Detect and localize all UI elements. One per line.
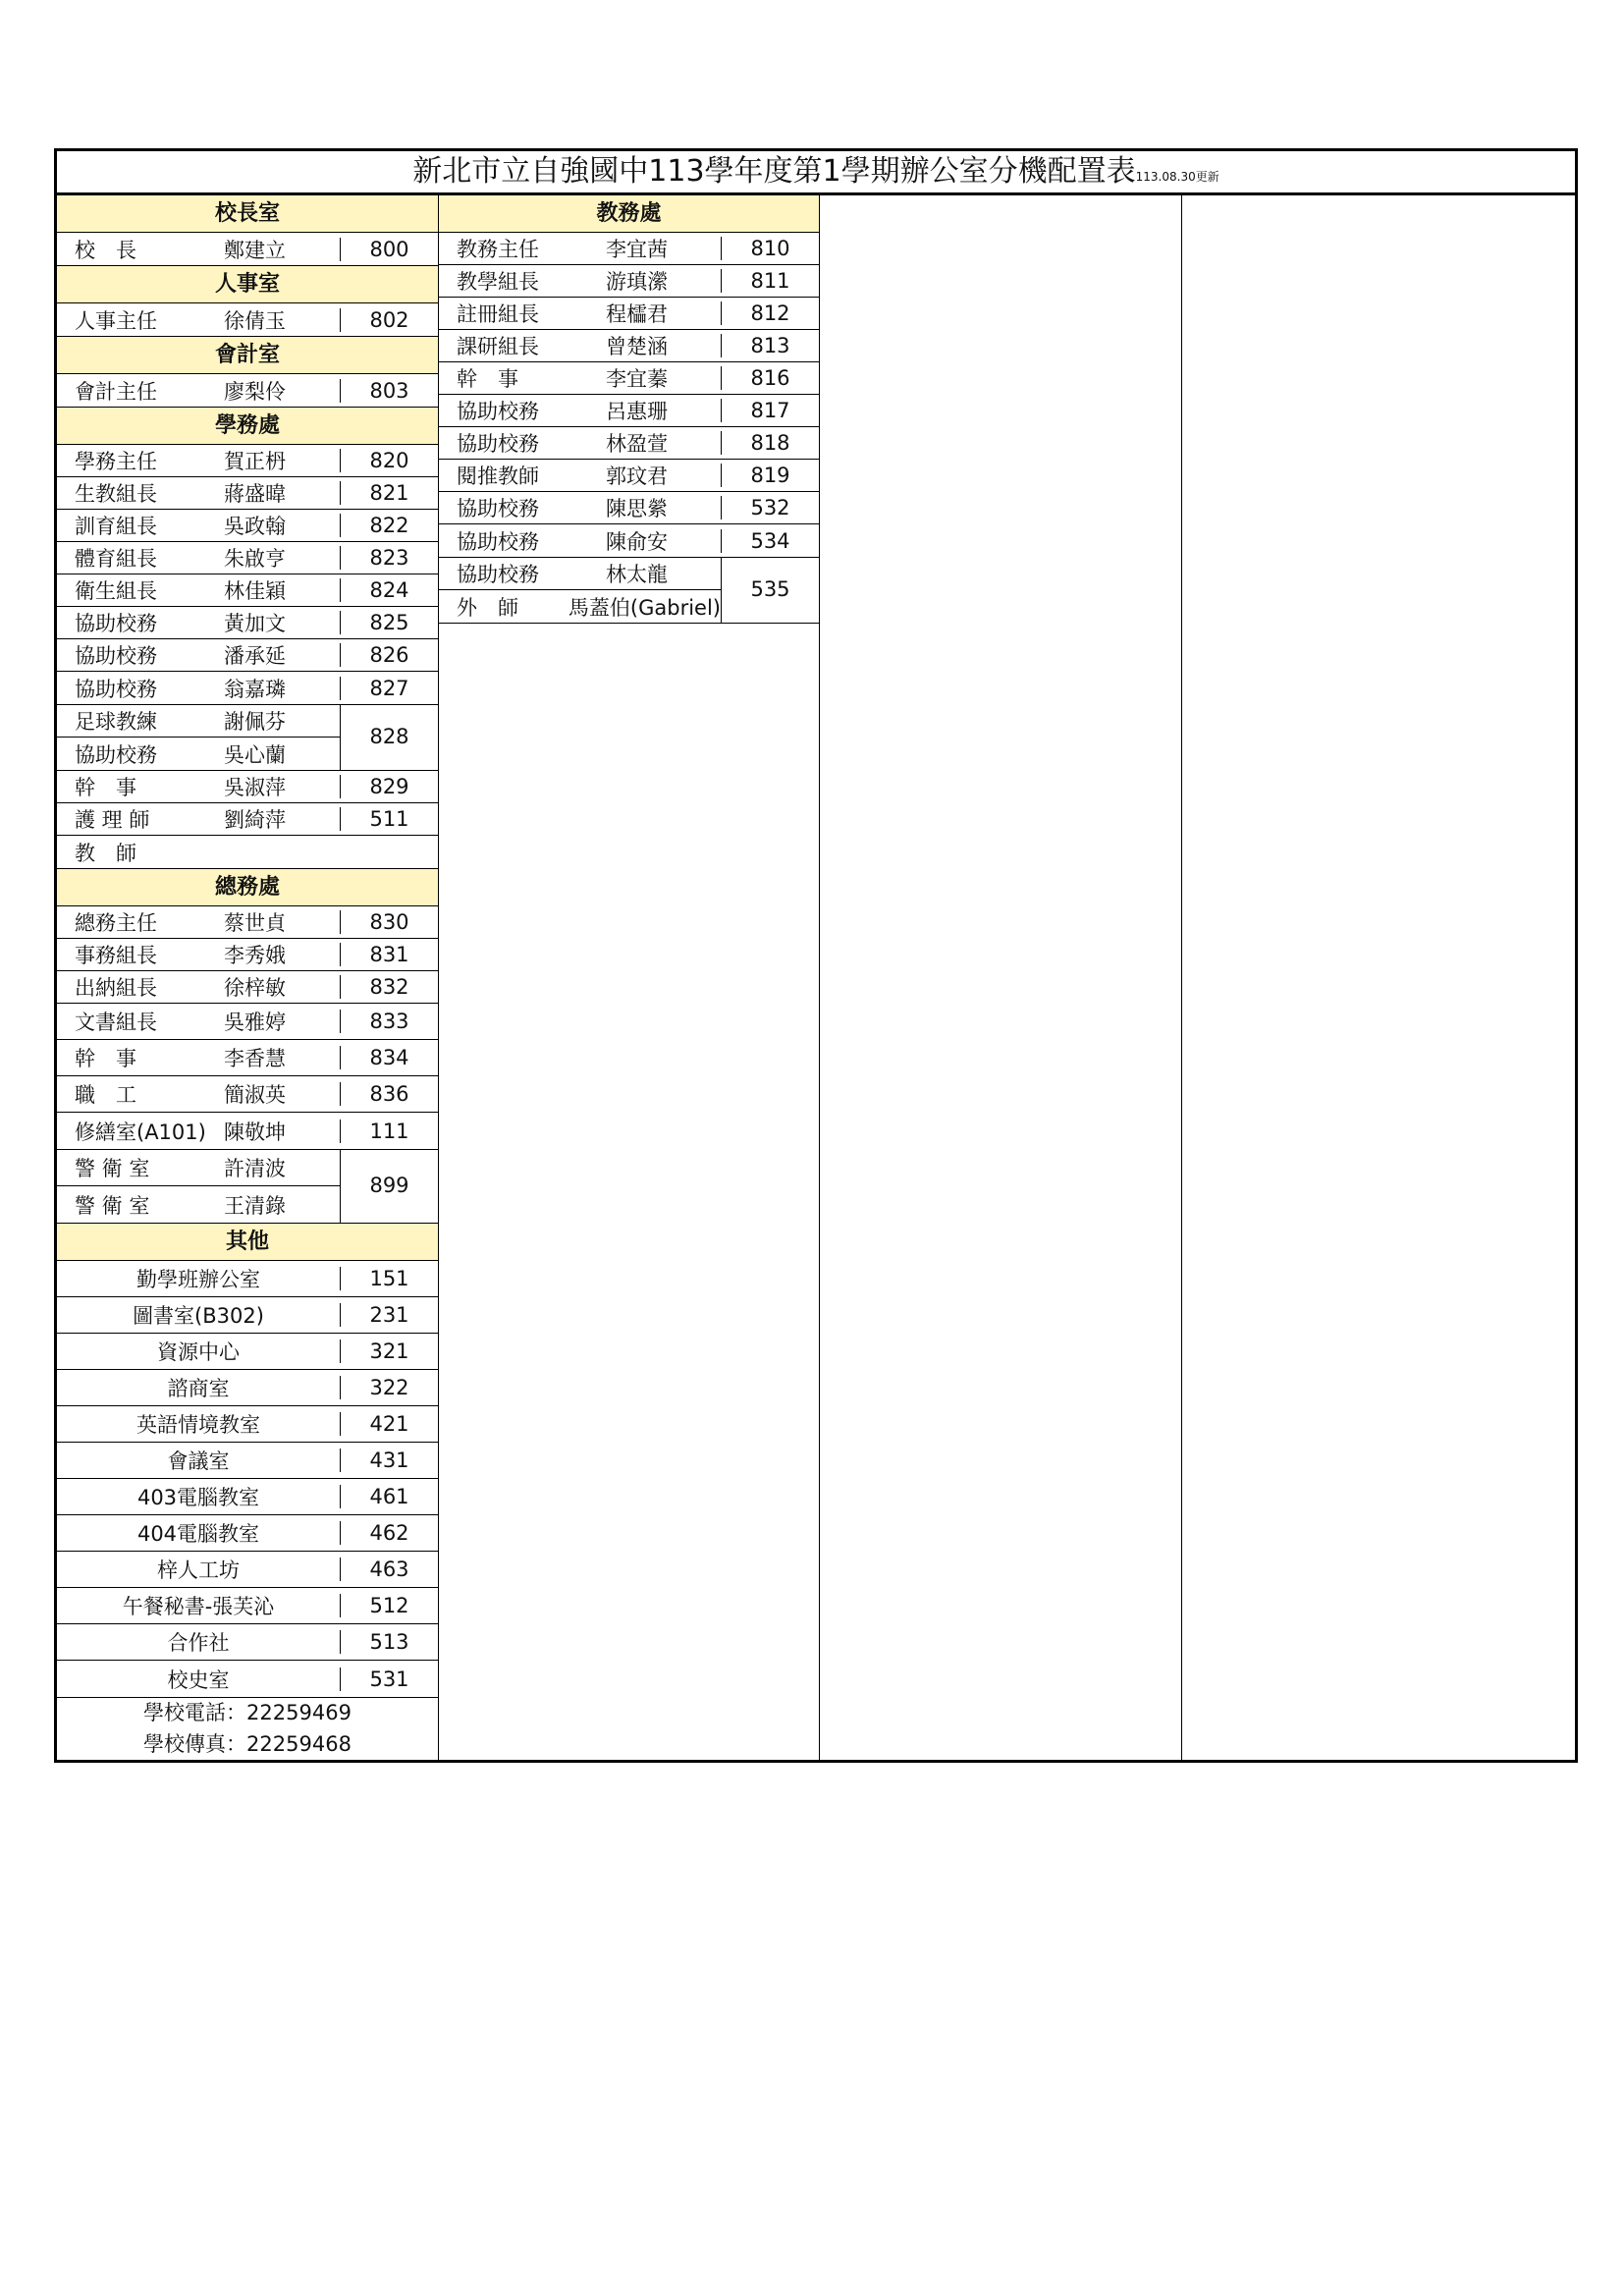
table-row xyxy=(57,939,438,971)
person-name: 李香慧 xyxy=(224,1047,286,1070)
table-row xyxy=(57,705,340,738)
extension-number: 431 xyxy=(340,1449,438,1472)
section-body xyxy=(57,233,438,266)
job-title: 課研組長 xyxy=(457,335,539,358)
job-title: 教務主任 xyxy=(457,238,539,261)
person-name: 潘承延 xyxy=(224,644,286,668)
job-title: 協助校務 xyxy=(457,432,539,456)
person-name: 許清波 xyxy=(224,1157,286,1180)
extension-number: 832 xyxy=(340,975,438,999)
row-group xyxy=(57,445,438,704)
extension-number: 823 xyxy=(340,546,438,570)
extension-number: 818 xyxy=(721,431,819,455)
row-group xyxy=(57,906,438,1149)
person-name: 程櫺君 xyxy=(606,302,668,326)
extension-number: 834 xyxy=(340,1046,438,1069)
table-row xyxy=(57,1150,340,1186)
section-header: 其他 xyxy=(57,1224,438,1261)
person-name: 徐倩玉 xyxy=(224,308,286,333)
room-name: 圖書室(B302) xyxy=(133,1304,264,1328)
job-title: 訓育組長 xyxy=(75,515,157,538)
table-row xyxy=(57,1297,438,1334)
section-body xyxy=(57,1261,438,1698)
section-header: 會計室 xyxy=(57,337,438,374)
row-group xyxy=(57,303,438,336)
extension-grid xyxy=(54,192,1578,1763)
extension-number: 322 xyxy=(340,1376,438,1399)
job-title: 協助校務 xyxy=(457,400,539,423)
extension-number: 231 xyxy=(340,1303,438,1327)
table-row xyxy=(57,1261,438,1297)
section-body xyxy=(57,445,438,705)
table-row xyxy=(57,1515,438,1552)
room-name: 合作社 xyxy=(167,1631,230,1655)
school-contact xyxy=(57,1698,438,1760)
person-name: 蔡世貞 xyxy=(224,911,286,935)
table-row xyxy=(57,510,438,542)
table-row xyxy=(57,607,438,639)
row-group xyxy=(439,558,721,623)
person-name: 游瑱瀠 xyxy=(606,270,668,294)
extension-number: 511 xyxy=(340,807,438,831)
extension-number: 321 xyxy=(340,1339,438,1363)
person-name: 簡淑英 xyxy=(224,1083,286,1107)
section-body xyxy=(57,1150,438,1224)
row-group xyxy=(57,1150,340,1223)
person-name: 陳思縈 xyxy=(606,497,668,520)
shared-extension: 828 xyxy=(340,705,438,770)
job-title: 協助校務 xyxy=(75,612,157,635)
job-title: 校 長 xyxy=(75,238,136,262)
job-title: 幹 事 xyxy=(75,1047,136,1070)
table-row xyxy=(439,330,819,362)
shared-extension: 535 xyxy=(721,558,819,623)
extension-number: 833 xyxy=(340,1010,438,1033)
person-name: 吳雅婷 xyxy=(224,1011,286,1034)
job-title: 衛生組長 xyxy=(75,579,157,603)
extension-number: 803 xyxy=(340,379,438,403)
row-group xyxy=(57,233,438,265)
extension-number: 831 xyxy=(340,943,438,966)
job-title: 閱推教師 xyxy=(457,465,539,488)
job-title: 修繕室(A101) xyxy=(75,1120,206,1144)
section-header: 學務處 xyxy=(57,408,438,445)
section-header: 教務處 xyxy=(439,195,819,233)
extension-number: 462 xyxy=(340,1521,438,1545)
extension-number: 461 xyxy=(340,1485,438,1508)
job-title: 協助校務 xyxy=(457,563,539,586)
table-row xyxy=(57,1406,438,1443)
job-title: 幹 事 xyxy=(75,776,136,799)
contact-lines xyxy=(57,1698,438,1760)
table-row xyxy=(57,445,438,477)
title-text: 新北市立自強國中113學年度第1學期辦公室分機配置表 xyxy=(412,154,1136,189)
person-name: 王清錄 xyxy=(224,1193,286,1218)
job-title: 協助校務 xyxy=(75,677,157,701)
room-name: 404電腦教室 xyxy=(136,1522,260,1546)
table-row xyxy=(439,395,819,427)
extension-number: 800 xyxy=(340,238,438,261)
room-name: 午餐秘書-張芙沁 xyxy=(122,1595,275,1618)
room-name: 梓人工坊 xyxy=(157,1558,240,1582)
row-group xyxy=(57,374,438,407)
job-title: 職 工 xyxy=(75,1083,136,1107)
table-row xyxy=(57,542,438,574)
table-row xyxy=(57,1624,438,1661)
table-row xyxy=(57,906,438,939)
table-row xyxy=(57,477,438,510)
extension-number: 513 xyxy=(340,1630,438,1654)
table-row xyxy=(439,233,819,265)
job-title: 總務主任 xyxy=(75,911,157,935)
table-row xyxy=(57,1186,340,1223)
job-title: 足球教練 xyxy=(75,710,157,734)
table-row xyxy=(57,374,438,407)
extension-number: 830 xyxy=(340,910,438,934)
table-row xyxy=(439,298,819,330)
extension-number: 463 xyxy=(340,1558,438,1581)
table-row xyxy=(57,1552,438,1588)
table-row xyxy=(439,362,819,395)
extension-number: 824 xyxy=(340,578,438,602)
table-row xyxy=(57,1443,438,1479)
job-title: 事務組長 xyxy=(75,944,157,967)
job-title: 文書組長 xyxy=(75,1011,157,1034)
row-group xyxy=(57,1261,438,1697)
extension-number: 532 xyxy=(721,496,819,519)
shared-extension: 899 xyxy=(340,1150,438,1223)
extension-number: 817 xyxy=(721,399,819,422)
extension-number: 531 xyxy=(340,1667,438,1691)
section-body xyxy=(57,906,438,1150)
job-title: 學務主任 xyxy=(75,450,157,473)
room-name: 校史室 xyxy=(167,1667,230,1692)
job-title: 警 衛 室 xyxy=(75,1193,150,1218)
person-name: 徐梓敏 xyxy=(224,976,286,1000)
table-row xyxy=(439,492,819,524)
job-title: 會計主任 xyxy=(75,379,157,404)
table-row xyxy=(439,460,819,492)
person-name: 翁嘉璘 xyxy=(224,677,286,701)
table-row xyxy=(57,971,438,1004)
table-row xyxy=(57,672,438,704)
table-row xyxy=(57,738,340,770)
job-title: 協助校務 xyxy=(75,644,157,668)
extension-number: 812 xyxy=(721,301,819,325)
extension-number: 829 xyxy=(340,775,438,798)
job-title: 警 衛 室 xyxy=(75,1157,150,1180)
extension-number: 826 xyxy=(340,643,438,667)
job-title: 護 理 師 xyxy=(75,808,150,832)
extension-table-page xyxy=(54,148,1578,1763)
section-header: 人事室 xyxy=(57,266,438,303)
extension-number: 512 xyxy=(340,1594,438,1617)
room-name: 403電腦教室 xyxy=(136,1486,260,1509)
person-name: 李宜茜 xyxy=(606,238,668,261)
extension-number: 836 xyxy=(340,1082,438,1106)
table-row xyxy=(57,771,438,803)
job-title: 協助校務 xyxy=(75,742,157,767)
column-1 xyxy=(57,195,438,1760)
job-title: 協助校務 xyxy=(457,497,539,520)
person-name: 蔣盛暐 xyxy=(224,482,286,506)
person-name: 鄭建立 xyxy=(224,238,286,262)
section-body xyxy=(439,233,819,558)
room-name: 英語情境教室 xyxy=(136,1413,260,1437)
room-name: 勤學班辦公室 xyxy=(136,1268,260,1291)
job-title: 體育組長 xyxy=(75,547,157,571)
table-row xyxy=(439,265,819,298)
person-name: 林太龍 xyxy=(606,563,668,586)
section-body xyxy=(57,374,438,408)
extension-number: 813 xyxy=(721,334,819,357)
row-group xyxy=(439,233,819,557)
extension-number: 820 xyxy=(340,449,438,472)
room-name: 會議室 xyxy=(167,1449,230,1473)
table-row xyxy=(439,427,819,460)
table-row xyxy=(439,558,721,590)
table-row xyxy=(57,836,438,868)
table-row xyxy=(57,1661,438,1697)
section-body xyxy=(57,705,438,771)
person-name: 黃加文 xyxy=(224,612,286,635)
person-name: 賀正枬 xyxy=(224,450,286,473)
extension-number: 821 xyxy=(340,481,438,505)
section-body xyxy=(439,558,819,624)
extension-number: 802 xyxy=(340,308,438,332)
person-name: 郭玟君 xyxy=(606,465,668,488)
person-name: 吳淑萍 xyxy=(224,776,286,799)
section-header: 總務處 xyxy=(57,869,438,906)
person-name: 陳敬坤 xyxy=(224,1120,286,1144)
page-title xyxy=(54,148,1578,192)
extension-number: 421 xyxy=(340,1412,438,1436)
person-name: 林盈萱 xyxy=(606,432,668,456)
extension-number: 810 xyxy=(721,237,819,260)
section-header: 校長室 xyxy=(57,195,438,233)
table-row xyxy=(439,590,721,623)
extension-number: 534 xyxy=(721,529,819,553)
section-body xyxy=(57,771,438,869)
extension-number: 151 xyxy=(340,1267,438,1290)
extension-number: 825 xyxy=(340,611,438,634)
person-name: 謝佩芬 xyxy=(224,710,286,734)
job-title: 幹 事 xyxy=(457,367,518,391)
person-name: 林佳穎 xyxy=(224,579,286,603)
extension-number: 819 xyxy=(721,464,819,487)
room-name: 諮商室 xyxy=(167,1377,230,1400)
table-row xyxy=(57,1370,438,1406)
row-group xyxy=(57,705,340,770)
row-group xyxy=(57,771,438,868)
table-row xyxy=(57,1004,438,1040)
job-title: 外 師 xyxy=(457,595,518,620)
person-name: 李宜蓁 xyxy=(606,367,668,391)
section-body xyxy=(57,303,438,337)
table-row xyxy=(57,639,438,672)
table-row xyxy=(439,524,819,557)
person-name: 李秀娥 xyxy=(224,944,286,967)
job-title: 協助校務 xyxy=(457,529,539,554)
job-title: 註冊組長 xyxy=(457,302,539,326)
table-row xyxy=(57,803,438,836)
update-date: 113.08.30更新 xyxy=(1135,170,1219,184)
extension-number: 811 xyxy=(721,269,819,293)
table-row xyxy=(57,1076,438,1113)
column-3 xyxy=(819,195,1181,1760)
extension-number: 822 xyxy=(340,514,438,537)
school-fax: 學校傳真：22259468 xyxy=(143,1731,352,1756)
job-title: 出納組長 xyxy=(75,976,157,1000)
person-name: 吳心蘭 xyxy=(224,742,286,767)
person-name: 呂惠珊 xyxy=(606,400,668,423)
school-phone: 學校電話：22259469 xyxy=(143,1701,352,1724)
job-title: 生教組長 xyxy=(75,482,157,506)
person-name: 廖梨伶 xyxy=(224,379,286,404)
extension-number: 111 xyxy=(340,1120,438,1143)
job-title: 教 師 xyxy=(75,841,136,865)
extension-number: 827 xyxy=(340,677,438,700)
job-title: 教學組長 xyxy=(457,270,539,294)
person-name: 朱啟亨 xyxy=(224,547,286,571)
person-name: 吳政翰 xyxy=(224,515,286,538)
table-row xyxy=(57,574,438,607)
table-row xyxy=(57,303,438,336)
person-name: 陳俞安 xyxy=(606,529,668,554)
table-row xyxy=(57,1588,438,1624)
table-row xyxy=(57,233,438,265)
person-name: 馬蓋伯(Gabriel) xyxy=(568,595,721,620)
table-row xyxy=(57,1113,438,1149)
table-row xyxy=(57,1040,438,1076)
extension-number: 816 xyxy=(721,366,819,390)
column-2 xyxy=(438,195,819,1760)
person-name: 曾楚涵 xyxy=(606,335,668,358)
table-row xyxy=(57,1479,438,1515)
room-name: 資源中心 xyxy=(157,1340,240,1364)
column-4 xyxy=(1181,195,1581,1760)
person-name: 劉綺萍 xyxy=(224,808,286,832)
table-row xyxy=(57,1334,438,1370)
job-title: 人事主任 xyxy=(75,308,157,333)
